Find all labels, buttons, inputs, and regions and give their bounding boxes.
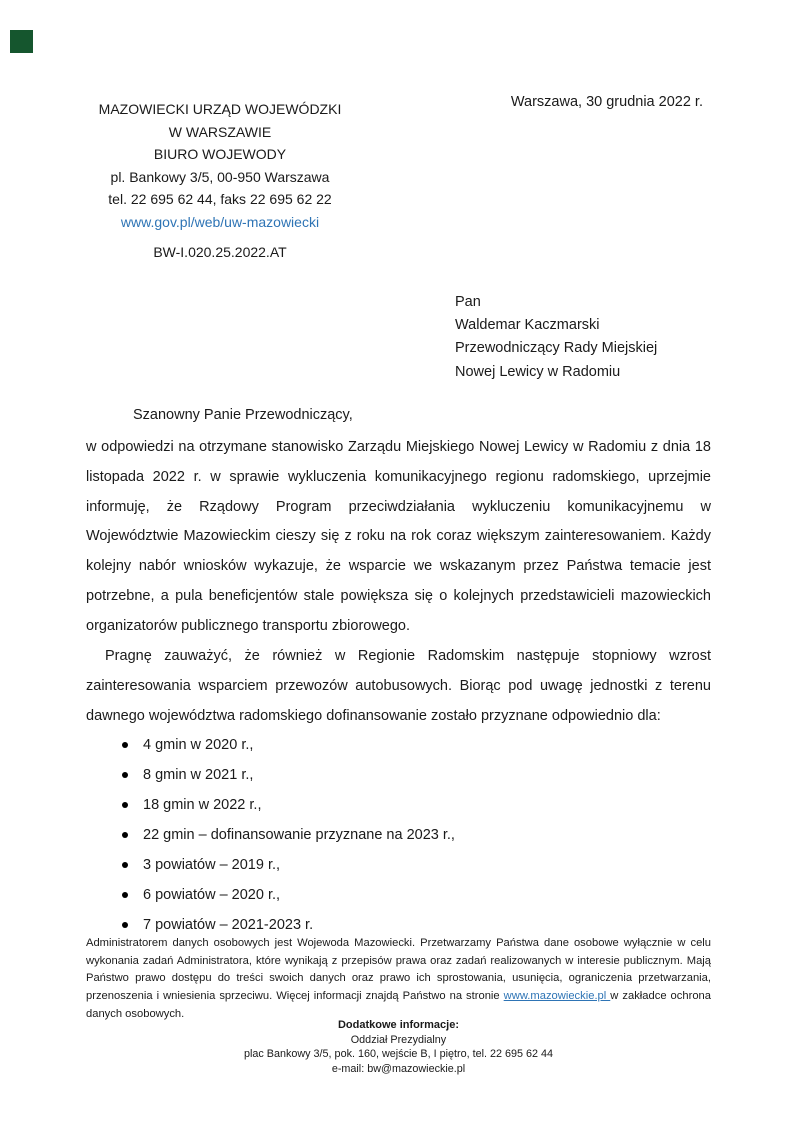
bullet-icon: [122, 802, 128, 808]
bullet-text: 3 powiatów – 2019 r.,: [143, 857, 281, 873]
additional-info-title: Dodatkowe informacje:: [337, 1019, 460, 1031]
info-line-department: Oddział Prezydialny: [350, 1033, 447, 1046]
salutation: Szanowny Panie Przewodniczący,: [133, 407, 353, 423]
bullet-text: 18 gmin w 2022 r.,: [143, 797, 262, 813]
bullet-icon: [122, 862, 128, 868]
body-paragraph-2: Pragnę zauważyć, że również w Regionie Radomskim następuje stopniowy wzrost zainteresowania wsparciem przewozów autobusowych. Biorąc pod uwagę jednostki z terenu dawnego województwa radomskiego dofinansowanie zostało przyznane odpowiednio dla:: [86, 648, 711, 724]
list-item: [86, 760, 711, 790]
office-phone: tel. 22 695 62 44, faks 22 695 62 22: [108, 191, 332, 207]
bullet-icon: [122, 742, 128, 748]
recipient-line-role: Przewodniczący Rady Miejskiej: [455, 340, 658, 357]
bullet-text: 7 powiatów – 2021-2023 r.: [143, 917, 314, 933]
list-item: [86, 850, 711, 880]
bullet-text: 8 gmin w 2021 r.,: [143, 767, 254, 783]
recipient-block: [455, 291, 657, 384]
green-square-logo: [10, 30, 33, 53]
recipient-line-title: Pan: [455, 294, 481, 310]
bullet-icon: [122, 892, 128, 898]
office-website-link[interactable]: www.gov.pl/web/uw-mazowiecki: [120, 213, 320, 230]
bullet-text: 22 gmin – dofinansowanie przyznane na 2023 r.,: [143, 827, 455, 843]
gdpr-notice: [86, 935, 711, 1024]
funding-bullet-list: [86, 730, 711, 940]
bullet-text: 6 powiatów – 2020 r.,: [143, 887, 281, 903]
sender-header-block: [70, 98, 370, 233]
recipient-line-name: Waldemar Kaczmarski: [455, 317, 600, 334]
list-item: [86, 730, 711, 760]
bullet-icon: [122, 922, 128, 928]
list-item: [86, 880, 711, 910]
dateline: Warszawa, 30 grudnia 2022 r.: [510, 94, 703, 110]
body-paragraph-1: w odpowiedzi na otrzymane stanowisko Zarządu Miejskiego Nowej Lewicy w Radomiu z dnia 18 listopada 2022 r. w sprawie wykluczenia komunikacyjnego regionu radomskiego, uprzejmie informuję, że Rządowy Program przeciwdziałania wykluczeniu komunikacyjnemu w Województwie Mazowieckim cieszy się z roku na rok coraz większym zainteresowaniem. Każdy kolejny nabór wniosków wykazuje, że wsparcie we wskazanym przez Państwa temacie jest potrzebne, a pula beneficjentów stale powiększa się o kolejnych przedstawicieli mazowieckich organizatorów publicznego transportu zbiorowego.: [86, 439, 711, 634]
gdpr-text-before: Administratorem danych osobowych jest Wojewoda Mazowiecki. Przetwarzamy Państwa dane osobowe wyłącznie w celu wykonania zadań Administratora, które wynikają z przepisów prawa oraz zadań realizowanych w interesie publicznym. Mają Państwo prawo dostępu do treści swoich danych oraz prawo ich sprostowania, usunięcia, ograniczenia przetwarzania, przenoszenia i wniesienia sprzeciwu. Więcej informacji znajdą Państwo na stronie: [86, 937, 711, 1003]
office-address: pl. Bankowy 3/5, 00-950 Warszawa: [110, 168, 330, 185]
list-item: [86, 790, 711, 820]
additional-info-block: [86, 1018, 711, 1076]
bullet-icon: [122, 832, 128, 838]
office-name-line3: BIURO WOJEWODY: [153, 146, 287, 162]
info-line-email: e-mail: bw@mazowieckie.pl: [331, 1062, 466, 1075]
reference-number: BW-I.020.25.2022.AT: [153, 244, 287, 260]
office-name-line2: W WARSZAWIE: [168, 123, 272, 140]
bullet-text: 4 gmin w 2020 r.,: [143, 737, 254, 753]
gdpr-text-after: w zakładce ochrona danych osobowych.: [86, 990, 711, 1020]
recipient-line-org: Nowej Lewicy w Radomiu: [455, 363, 621, 380]
bullet-icon: [122, 772, 128, 778]
info-line-address: plac Bankowy 3/5, pok. 160, wejście B, I piętro, tel. 22 695 62 44: [243, 1048, 554, 1060]
gdpr-website-link[interactable]: www.mazowieckie.pl: [503, 990, 611, 1003]
list-item: [86, 820, 711, 850]
office-name-line1: MAZOWIECKI URZĄD WOJEWÓDZKI: [98, 101, 342, 117]
